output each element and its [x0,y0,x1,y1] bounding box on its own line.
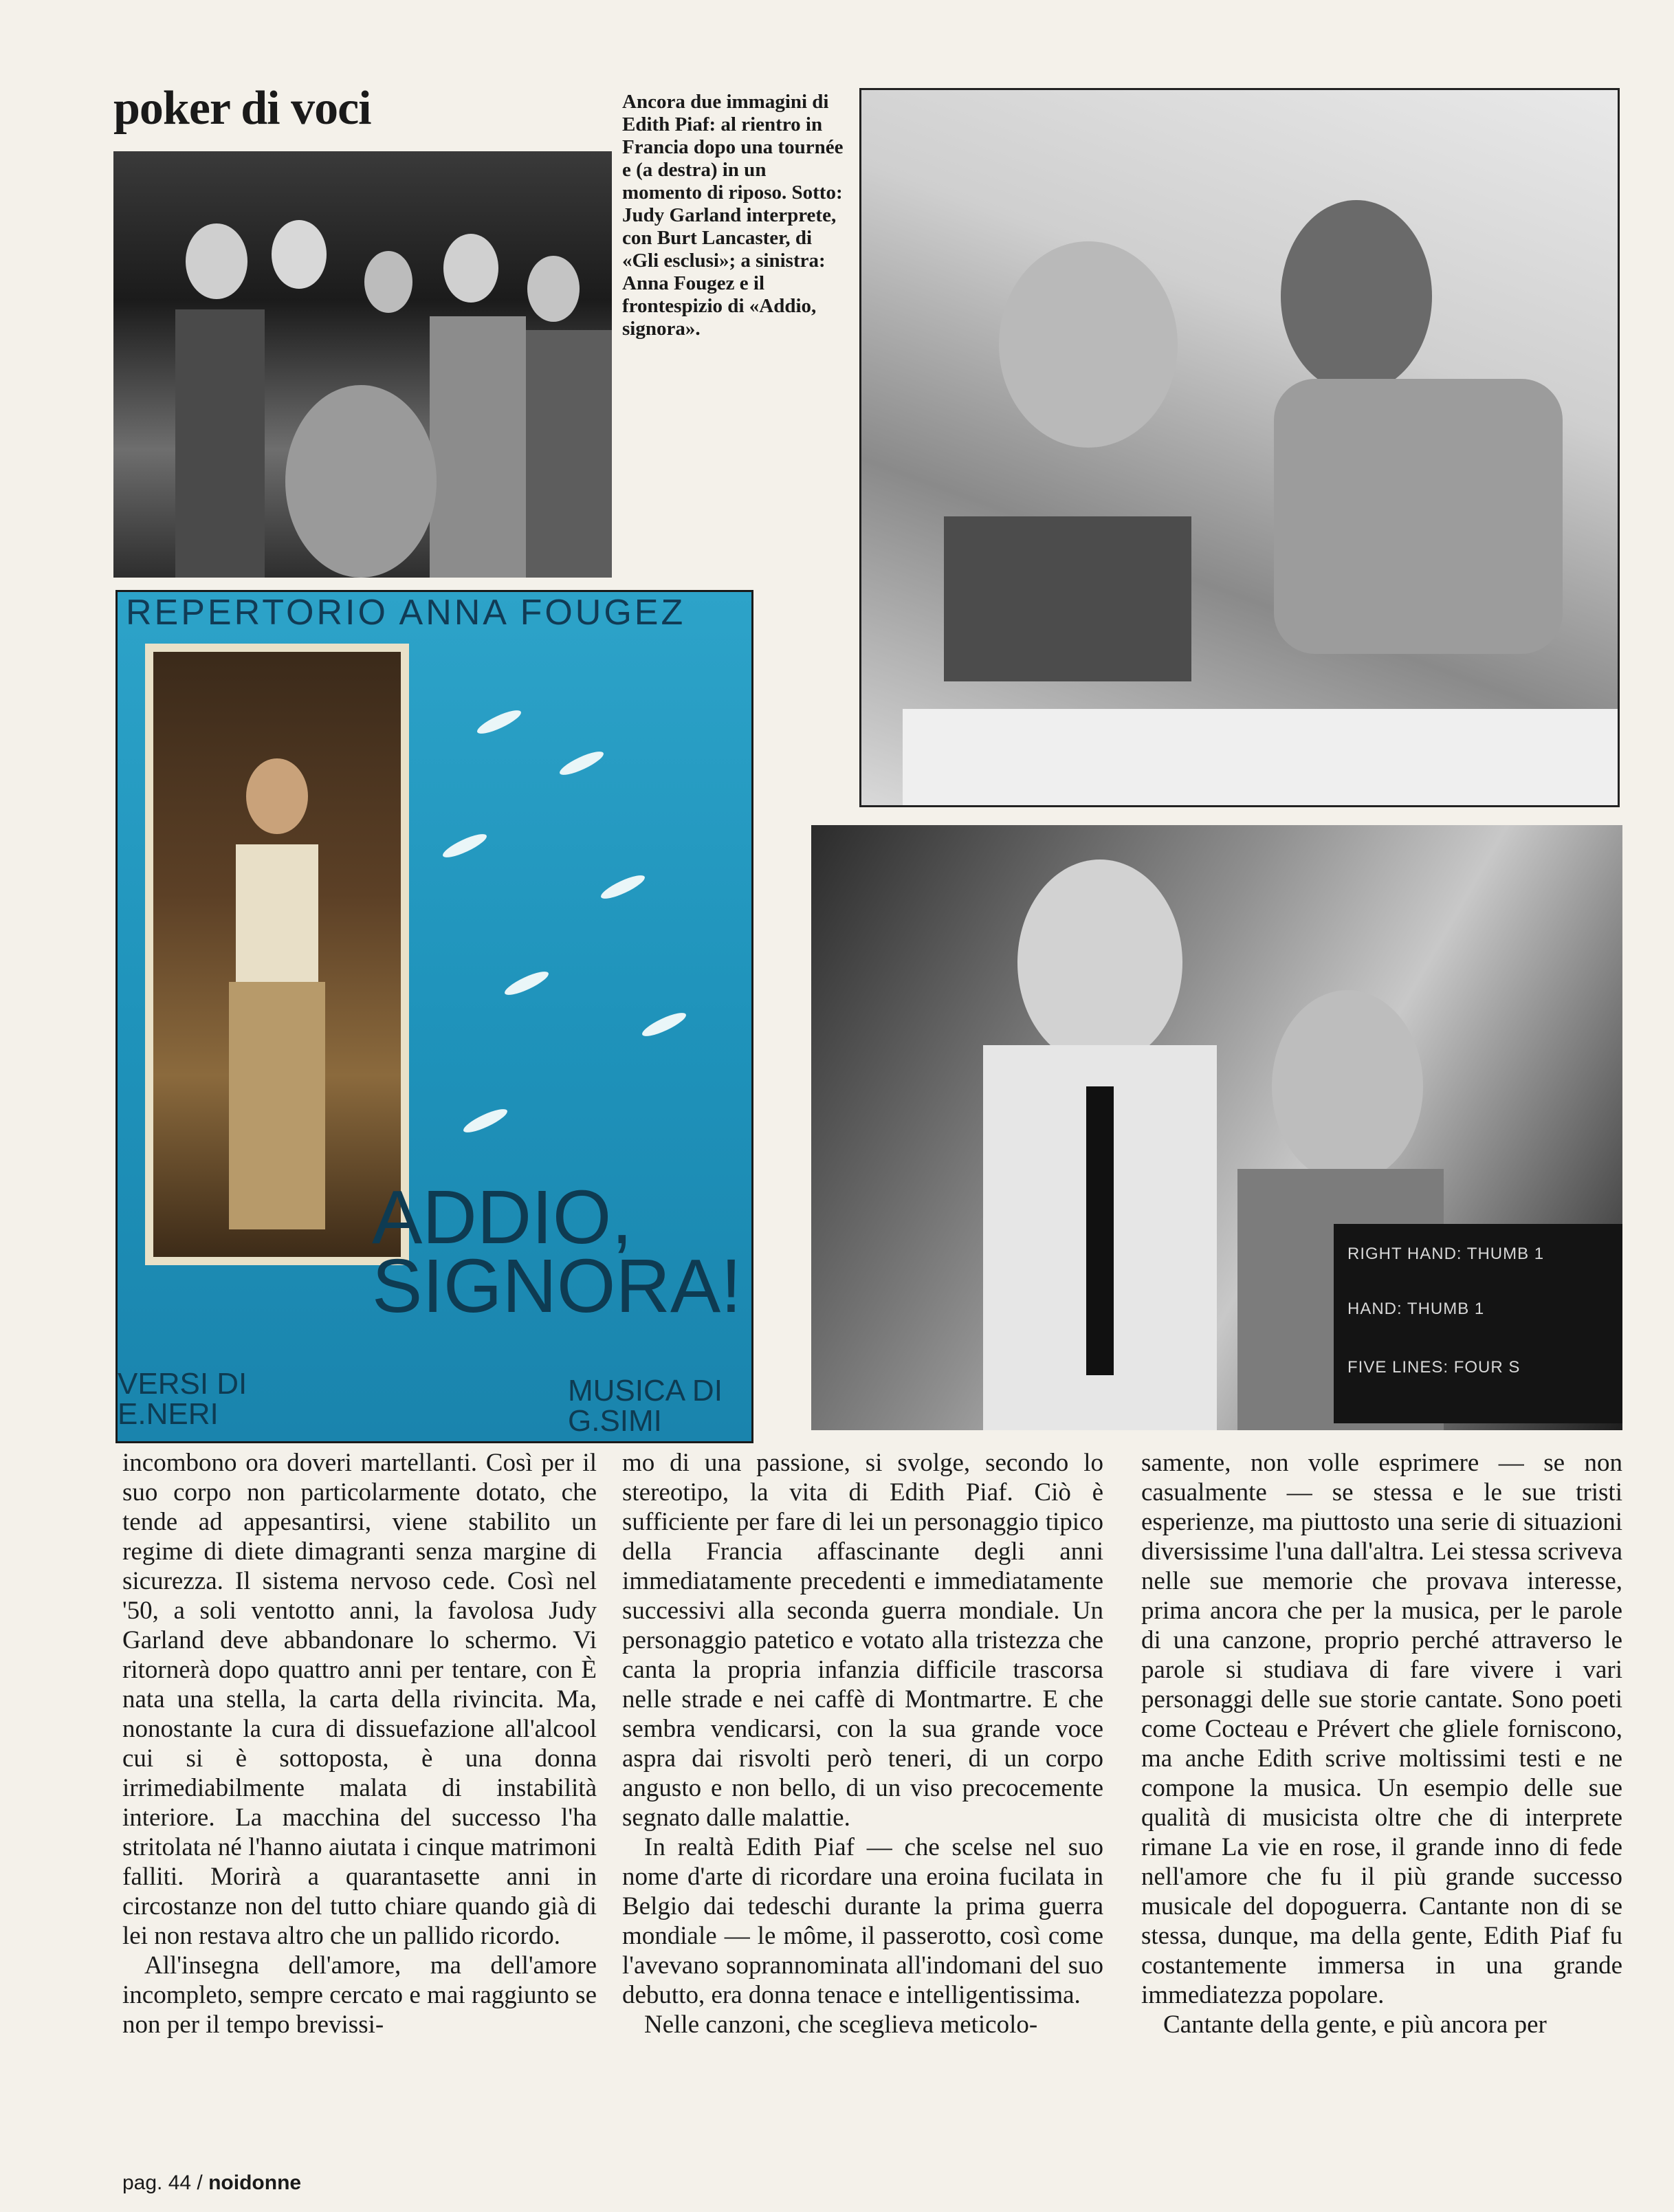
poster-credit-line: MUSICA DI [568,1374,723,1408]
paragraph: samente, non volle esprimere — se non casualmente — se stessa e le sue tristi esperienze, ma piuttosto una serie di situazioni diversissime l'una dall'altra. Lei stessa scriveva nelle sue memorie che provava interesse, prima ancora che per la musica, per le parole di una canzone, proprio perché attraverso le parole si studiava di fare vivere i vari personaggi delle sue storie cantate. Sono poeti come Cocteau e Prévert che gliele forniscono, ma anche Edith scrive moltissimi testi e ne compone la musica. Un esempio delle sue qualità di musicista oltre che di interprete rimane La vie en rose, il grande inno di fede nell'amore che fu il più grande successo musicale del dopoguerra. Cantante non di se stessa, dunque, ma della gente, Edith Piaf fu costantemente immersa in una grande immediatezza popolare. [1141,1449,1622,2009]
poster-credit-line: G.SIMI [568,1404,662,1438]
poster-header: REPERTORIO ANNA FOUGEZ [126,593,686,633]
poster-credit-line: VERSI DI [118,1367,247,1401]
photo-piaf-return [113,151,612,578]
leaf-shape [474,706,523,738]
board-line: FIVE LINES: FOUR S [1347,1358,1521,1377]
poster-credit-line: E.NERI [118,1397,219,1431]
photo-piaf-resting [859,88,1620,807]
magazine-name: noidonne [208,2171,302,2194]
paragraph: incombono ora doveri martellanti. Così per il suo corpo non particolarmente dotato, che tende ad appesantirsi, viene stabilito un regime di diete dimagranti senza margine di sicurezza. Il sistema nervoso cede. Così nel '50, a soli ventotto anni, la favolosa Judy Garland deve abbandonare lo schermo. Vi ritornerà dopo quattro anni per tentare, con È nata una stella, la carta della rivincita. Ma, nonostante la cura di dissuefazione all'alcool cui si è sottoposta, è una donna irrimediabilmente malata di instabilità interiore. La macchina del successo l'ha stritolata né l'hanno aiutata i cinque matrimoni falliti. Morirà a quarantasette anni in circostanze non del tutto chiare quando già di lei non restava altro che un pallido ricordo. [122,1449,597,1950]
article-column-1 [122,1448,597,2039]
paragraph: Nelle canzoni, che sceglieva meticolo- [644,2011,1038,2039]
board-line: RIGHT HAND: THUMB 1 [1347,1245,1545,1263]
blackboard [1334,1224,1622,1423]
leaf-shape [502,967,551,999]
paragraph: Cantante della gente, e più ancora per [1163,2011,1547,2039]
portrait-anna-fougez [145,644,409,1265]
poster-title-line: SIGNORA! [372,1244,742,1328]
poster-credits-music [568,1376,723,1436]
poster-addio-signora [115,590,753,1443]
article-column-2 [622,1448,1103,2039]
board-line: HAND: THUMB 1 [1347,1300,1485,1318]
paragraph: In realtà Edith Piaf — che scelse nel suo nome d'arte di ricordare una eroina fucilata in Belgio dai tedeschi durante la prima guerra mondiale — le môme, il passerotto, così come l'avevano soprannominata all'indomani del suo debutto, era donna tenace e intelligentissima. [622,1833,1103,2009]
poster-title [372,1175,742,1328]
crowd-illustration [113,151,612,578]
leaf-shape [557,747,606,779]
paragraph: All'insegna dell'amore, ma dell'amore incompleto, sempre cercato e mai raggiunto se non per il tempo brevissi- [122,1951,597,2039]
photo-caption: Ancora due immagini di Edith Piaf: al rientro in Francia dopo una tournée e (a destra) in un momento di riposo. Sotto: Judy Garland interprete, con Burt Lancaster, di «Gli esclusi»; a sinistra: Anna Fougez e il frontespizio di «Addio, signora». [622,91,844,340]
poster-credits-lyrics [118,1369,247,1430]
paragraph: mo di una passione, si svolge, secondo lo stereotipo, la vita di Edith Piaf. Ciò è sufficiente per fare di lei un personaggio tipico della Francia affascinante degli anni immediatamente precedenti e immediatamente successivi alla seconda guerra mondiale. Un personaggio patetico e votato alla tristezza che canta la propria infanzia difficile trascorsa nelle strade e nei caffè di Montmartre. E che sembra vendicarsi, con la sua grande voce aspra dai risvolti però teneri, di un corpo angusto e non bello, di un viso precocemente segnato dalle malattie. [622,1449,1103,1832]
leaf-shape [639,1009,688,1040]
page-title: poker di voci [113,82,371,135]
article-column-3 [1141,1448,1622,2039]
page-footer [122,2171,301,2195]
photo-garland-lancaster [811,825,1622,1430]
page-number: pag. 44 / [122,2171,203,2194]
leaf-shape [440,830,489,862]
portrait-figure [153,652,401,1257]
poster-title-line: ADDIO, [372,1175,632,1260]
leaf-shape [598,871,647,903]
leaf-shape [461,1105,509,1137]
beach-illustration [861,90,1618,805]
